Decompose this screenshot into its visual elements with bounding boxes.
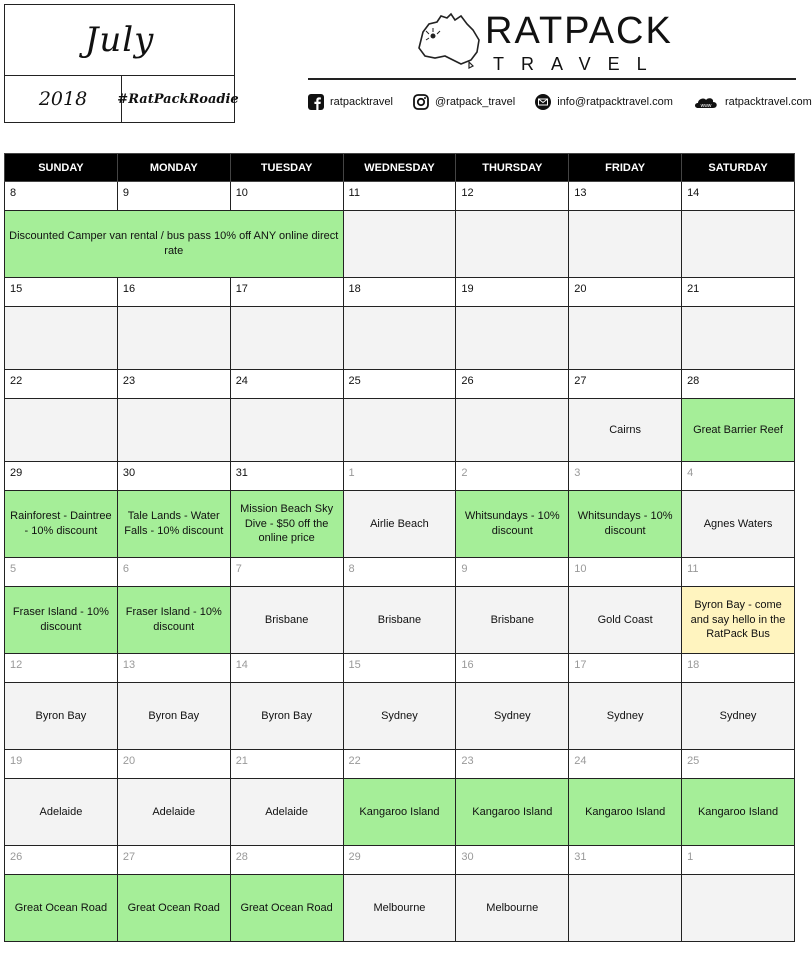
date-cell[interactable] bbox=[117, 370, 230, 399]
weekday-header: MONDAY bbox=[117, 154, 230, 182]
date-number: 30 bbox=[461, 851, 474, 863]
date-row bbox=[5, 558, 795, 587]
date-cell[interactable] bbox=[230, 462, 343, 491]
date-row bbox=[5, 750, 795, 779]
weekday-header: THURSDAY bbox=[456, 154, 569, 182]
event-cell[interactable] bbox=[569, 875, 682, 942]
event-cell[interactable]: Whitsundays - 10% discount bbox=[456, 491, 569, 558]
date-row bbox=[5, 278, 795, 307]
event-cell[interactable] bbox=[569, 307, 682, 370]
date-number: 8 bbox=[348, 563, 355, 575]
event-cell[interactable] bbox=[456, 399, 569, 462]
event-cell[interactable]: Agnes Waters bbox=[682, 491, 795, 558]
website-url: ratpacktravel.com bbox=[724, 96, 812, 108]
event-cell[interactable]: Adelaide bbox=[5, 779, 118, 846]
date-cell[interactable] bbox=[343, 182, 456, 211]
facebook-icon bbox=[308, 94, 324, 110]
event-cell[interactable]: Sydney bbox=[682, 683, 795, 750]
weekday-header-row bbox=[5, 154, 795, 182]
date-number: 28 bbox=[687, 375, 700, 387]
date-cell[interactable] bbox=[5, 182, 118, 211]
event-cell[interactable]: Byron Bay - come and say hello in the RatPack Bus bbox=[682, 587, 795, 654]
date-cell[interactable] bbox=[343, 654, 456, 683]
website-contact[interactable] bbox=[693, 94, 812, 110]
event-cell[interactable] bbox=[5, 307, 118, 370]
hashtag-label: #RatPackRoadie bbox=[117, 91, 239, 107]
date-cell[interactable] bbox=[117, 182, 230, 211]
event-cell[interactable] bbox=[682, 211, 795, 278]
date-cell[interactable] bbox=[456, 654, 569, 683]
event-cell[interactable] bbox=[230, 399, 343, 462]
event-cell[interactable] bbox=[569, 211, 682, 278]
date-number: 4 bbox=[687, 467, 694, 479]
event-cell[interactable]: Brisbane bbox=[343, 587, 456, 654]
event-cell[interactable]: Tale Lands - Water Falls - 10% discount bbox=[117, 491, 230, 558]
date-number: 16 bbox=[461, 659, 474, 671]
instagram-contact[interactable] bbox=[413, 94, 515, 110]
date-cell[interactable] bbox=[343, 462, 456, 491]
event-cell[interactable]: Melbourne bbox=[343, 875, 456, 942]
month-title: July bbox=[5, 5, 234, 76]
logo-name: RATPACK bbox=[485, 10, 673, 52]
date-cell[interactable] bbox=[456, 370, 569, 399]
date-cell[interactable] bbox=[230, 182, 343, 211]
date-cell[interactable] bbox=[343, 846, 456, 875]
event-cell[interactable]: Kangaroo Island bbox=[682, 779, 795, 846]
date-cell[interactable] bbox=[569, 278, 682, 307]
facebook-contact[interactable] bbox=[308, 94, 393, 110]
date-cell[interactable] bbox=[682, 182, 795, 211]
date-cell[interactable] bbox=[456, 462, 569, 491]
event-cell[interactable]: Melbourne bbox=[456, 875, 569, 942]
date-cell[interactable] bbox=[682, 654, 795, 683]
date-cell[interactable] bbox=[456, 750, 569, 779]
date-cell[interactable] bbox=[569, 182, 682, 211]
date-number: 20 bbox=[122, 755, 136, 767]
event-row bbox=[5, 307, 795, 370]
date-number: 17 bbox=[574, 659, 587, 671]
date-cell[interactable] bbox=[117, 654, 230, 683]
event-row bbox=[5, 875, 795, 942]
date-number: 19 bbox=[10, 755, 23, 767]
date-cell[interactable] bbox=[343, 278, 456, 307]
date-cell[interactable] bbox=[5, 750, 118, 779]
email-address: info@ratpacktravel.com bbox=[557, 96, 673, 108]
date-number: 24 bbox=[574, 755, 587, 767]
date-cell[interactable] bbox=[117, 750, 230, 779]
event-row bbox=[5, 683, 795, 750]
date-cell[interactable] bbox=[569, 558, 682, 587]
event-cell[interactable]: Fraser Island - 10% discount bbox=[117, 587, 230, 654]
event-cell[interactable]: Sydney bbox=[456, 683, 569, 750]
date-number: 16 bbox=[122, 283, 136, 295]
date-number: 29 bbox=[348, 851, 361, 863]
instagram-handle: @ratpack_travel bbox=[434, 96, 516, 108]
event-row bbox=[5, 211, 795, 278]
date-number: 14 bbox=[687, 187, 700, 199]
event-cell[interactable]: Byron Bay bbox=[117, 683, 230, 750]
date-number: 26 bbox=[10, 851, 23, 863]
date-number: 7 bbox=[235, 563, 242, 575]
date-number: 13 bbox=[574, 187, 587, 199]
header-divider bbox=[308, 78, 796, 80]
date-number: 17 bbox=[235, 283, 248, 295]
date-number: 26 bbox=[461, 375, 474, 387]
year-label: 2018 bbox=[5, 76, 122, 122]
date-cell[interactable] bbox=[230, 370, 343, 399]
date-number: 22 bbox=[348, 755, 361, 767]
date-cell[interactable] bbox=[5, 462, 118, 491]
date-cell[interactable] bbox=[569, 462, 682, 491]
event-cell[interactable] bbox=[456, 307, 569, 370]
date-cell[interactable] bbox=[456, 182, 569, 211]
event-cell[interactable]: Cairns bbox=[569, 399, 682, 462]
date-cell[interactable] bbox=[343, 750, 456, 779]
date-number: 21 bbox=[687, 283, 700, 295]
date-cell[interactable] bbox=[5, 654, 118, 683]
event-cell[interactable]: Sydney bbox=[569, 683, 682, 750]
date-row bbox=[5, 654, 795, 683]
ratpack-logo bbox=[415, 8, 673, 74]
calendar-grid bbox=[4, 153, 795, 942]
date-cell[interactable] bbox=[117, 278, 230, 307]
email-icon bbox=[535, 94, 551, 110]
date-cell[interactable] bbox=[5, 558, 118, 587]
date-cell[interactable] bbox=[569, 370, 682, 399]
date-number: 10 bbox=[235, 187, 248, 199]
event-cell[interactable]: Great Barrier Reef bbox=[682, 399, 795, 462]
date-number: 12 bbox=[461, 187, 474, 199]
date-cell[interactable] bbox=[682, 462, 795, 491]
title-box bbox=[4, 4, 239, 123]
event-cell[interactable] bbox=[343, 211, 456, 278]
date-number: 5 bbox=[10, 563, 17, 575]
event-cell[interactable] bbox=[230, 307, 343, 370]
date-cell[interactable] bbox=[682, 558, 795, 587]
date-number: 24 bbox=[235, 375, 248, 387]
date-cell[interactable] bbox=[5, 846, 118, 875]
date-number: 28 bbox=[235, 851, 248, 863]
date-number: 22 bbox=[10, 375, 23, 387]
event-row bbox=[5, 779, 795, 846]
date-row bbox=[5, 462, 795, 491]
instagram-icon bbox=[413, 94, 429, 110]
date-number: 2 bbox=[461, 467, 468, 479]
date-cell[interactable] bbox=[230, 654, 343, 683]
date-number: 21 bbox=[235, 755, 248, 767]
date-number: 8 bbox=[10, 187, 17, 199]
web-icon bbox=[693, 94, 719, 110]
weekday-header: SUNDAY bbox=[5, 154, 118, 182]
date-number: 15 bbox=[348, 659, 361, 671]
date-cell[interactable] bbox=[117, 846, 230, 875]
date-number: 6 bbox=[122, 563, 129, 575]
date-number: 10 bbox=[574, 563, 587, 575]
event-cell[interactable]: Gold Coast bbox=[569, 587, 682, 654]
date-number: 1 bbox=[348, 467, 355, 479]
event-cell[interactable] bbox=[117, 307, 230, 370]
date-number: 29 bbox=[10, 467, 23, 479]
date-cell[interactable] bbox=[5, 278, 118, 307]
date-row bbox=[5, 846, 795, 875]
date-number: 13 bbox=[122, 659, 136, 671]
date-cell[interactable] bbox=[682, 278, 795, 307]
event-cell[interactable]: Whitsundays - 10% discount bbox=[569, 491, 682, 558]
date-number: 11 bbox=[687, 563, 699, 575]
date-cell[interactable] bbox=[117, 462, 230, 491]
date-number: 19 bbox=[461, 283, 474, 295]
date-number: 27 bbox=[122, 851, 136, 863]
date-number: 1 bbox=[687, 851, 694, 863]
event-cell[interactable]: Great Ocean Road bbox=[230, 875, 343, 942]
date-cell[interactable] bbox=[343, 370, 456, 399]
facebook-handle: ratpacktravel bbox=[330, 96, 393, 108]
event-cell[interactable] bbox=[343, 399, 456, 462]
event-cell[interactable]: Brisbane bbox=[456, 587, 569, 654]
event-cell[interactable]: Airlie Beach bbox=[343, 491, 456, 558]
event-row bbox=[5, 491, 795, 558]
date-number: 25 bbox=[348, 375, 361, 387]
date-number: 14 bbox=[235, 659, 248, 671]
date-cell[interactable] bbox=[117, 558, 230, 587]
event-cell[interactable] bbox=[117, 399, 230, 462]
event-cell[interactable]: Mission Beach Sky Dive - $50 off the online price bbox=[230, 491, 343, 558]
event-cell[interactable]: Brisbane bbox=[230, 587, 343, 654]
contact-bar bbox=[308, 89, 812, 115]
australia-map-icon bbox=[415, 10, 485, 70]
event-cell[interactable]: Kangaroo Island bbox=[569, 779, 682, 846]
event-cell[interactable] bbox=[456, 211, 569, 278]
date-number: 18 bbox=[348, 283, 361, 295]
event-cell[interactable]: Sydney bbox=[343, 683, 456, 750]
date-cell[interactable] bbox=[569, 750, 682, 779]
date-number: 31 bbox=[574, 851, 587, 863]
date-cell[interactable] bbox=[230, 558, 343, 587]
event-row bbox=[5, 587, 795, 654]
date-number: 25 bbox=[687, 755, 700, 767]
weekday-header: TUESDAY bbox=[230, 154, 343, 182]
date-number: 3 bbox=[574, 467, 581, 479]
date-cell[interactable] bbox=[5, 370, 118, 399]
event-cell[interactable]: Great Ocean Road bbox=[117, 875, 230, 942]
date-number: 12 bbox=[10, 659, 23, 671]
event-cell[interactable]: Adelaide bbox=[117, 779, 230, 846]
event-cell[interactable]: Kangaroo Island bbox=[456, 779, 569, 846]
event-cell[interactable] bbox=[343, 307, 456, 370]
event-cell[interactable]: Fraser Island - 10% discount bbox=[5, 587, 118, 654]
date-number: 23 bbox=[461, 755, 474, 767]
date-cell[interactable] bbox=[343, 558, 456, 587]
event-cell[interactable] bbox=[5, 399, 118, 462]
date-cell[interactable] bbox=[456, 558, 569, 587]
event-cell[interactable]: Adelaide bbox=[230, 779, 343, 846]
svg-text:www: www bbox=[700, 103, 712, 109]
weekday-header: WEDNESDAY bbox=[343, 154, 456, 182]
date-cell[interactable] bbox=[682, 370, 795, 399]
date-cell[interactable] bbox=[682, 846, 795, 875]
date-number: 23 bbox=[122, 375, 136, 387]
date-number: 18 bbox=[687, 659, 700, 671]
date-number: 20 bbox=[574, 283, 587, 295]
date-number: 15 bbox=[10, 283, 23, 295]
date-number: 27 bbox=[574, 375, 587, 387]
event-cell[interactable]: Byron Bay bbox=[230, 683, 343, 750]
date-number: 9 bbox=[461, 563, 468, 575]
date-number: 9 bbox=[122, 187, 129, 199]
date-number: 31 bbox=[235, 467, 248, 479]
date-cell[interactable] bbox=[682, 750, 795, 779]
event-row bbox=[5, 399, 795, 462]
event-cell[interactable]: Rainforest - Daintree - 10% discount bbox=[5, 491, 118, 558]
date-cell[interactable] bbox=[230, 846, 343, 875]
date-cell[interactable] bbox=[569, 846, 682, 875]
date-cell[interactable] bbox=[456, 278, 569, 307]
date-cell[interactable] bbox=[230, 750, 343, 779]
date-row bbox=[5, 370, 795, 399]
event-cell[interactable]: Kangaroo Island bbox=[343, 779, 456, 846]
date-number: 11 bbox=[348, 187, 360, 199]
event-cell[interactable]: Discounted Camper van rental / bus pass 10% off ANY online direct rate bbox=[5, 211, 344, 278]
email-contact[interactable] bbox=[535, 94, 673, 110]
weekday-header: FRIDAY bbox=[569, 154, 682, 182]
event-cell[interactable]: Byron Bay bbox=[5, 683, 118, 750]
date-cell[interactable] bbox=[456, 846, 569, 875]
logo-subtitle: TRAVEL bbox=[493, 54, 664, 74]
event-cell[interactable] bbox=[682, 307, 795, 370]
event-cell[interactable] bbox=[682, 875, 795, 942]
event-cell[interactable]: Great Ocean Road bbox=[5, 875, 118, 942]
date-number: 30 bbox=[122, 467, 136, 479]
weekday-header: SATURDAY bbox=[682, 154, 795, 182]
date-row bbox=[5, 182, 795, 211]
date-cell[interactable] bbox=[230, 278, 343, 307]
date-cell[interactable] bbox=[569, 654, 682, 683]
